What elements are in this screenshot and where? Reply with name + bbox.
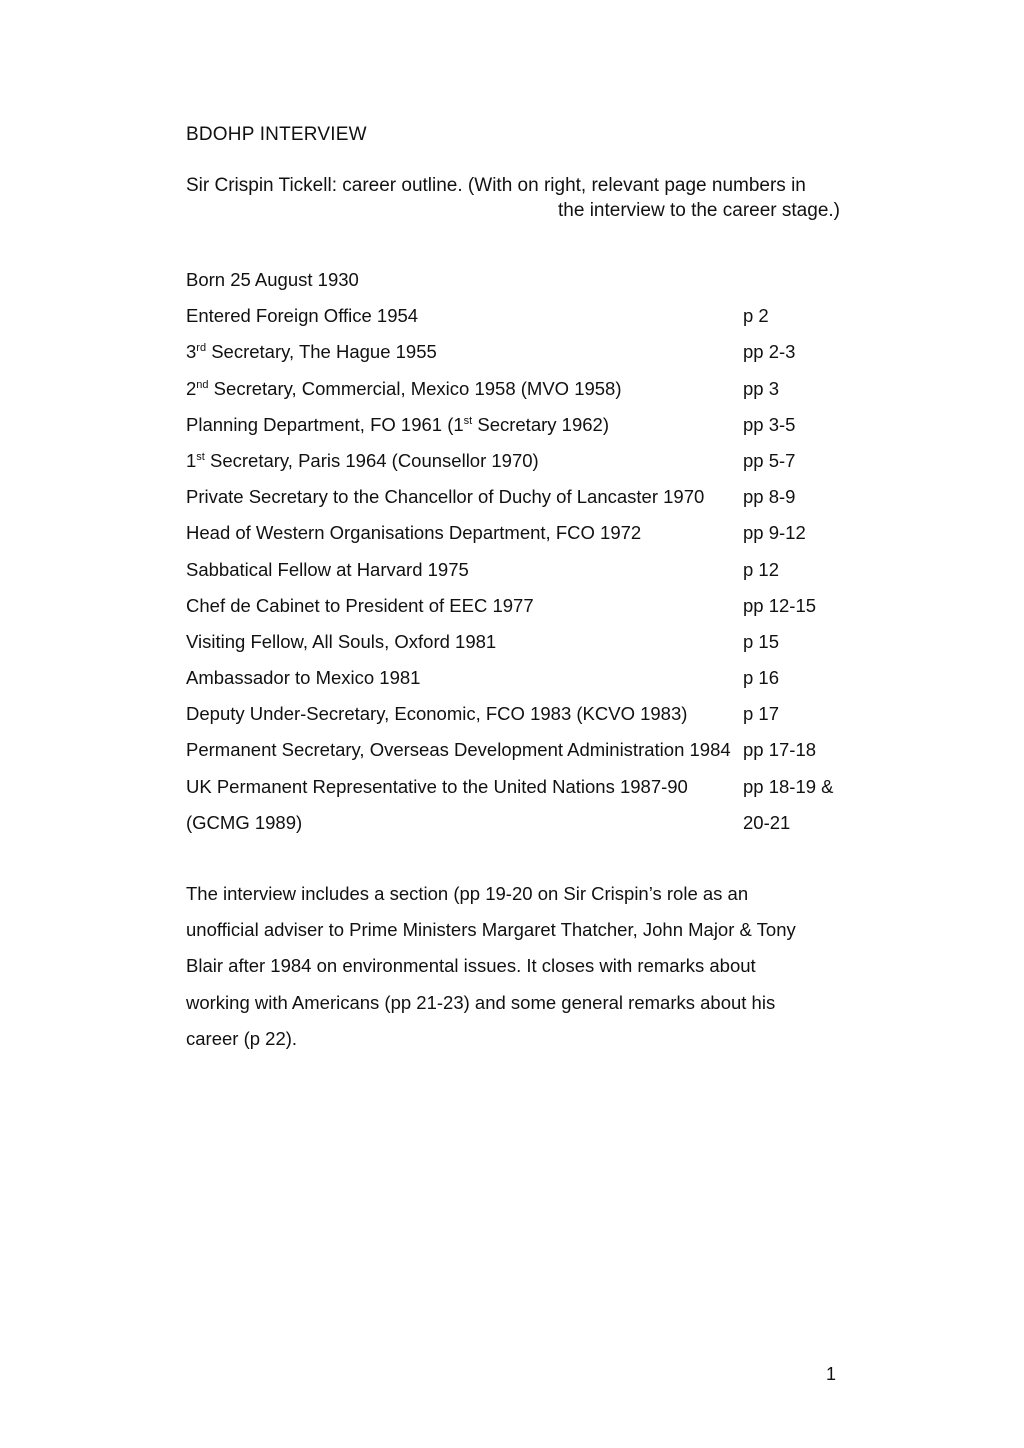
career-pages: pp 18-19 & [743, 775, 834, 797]
career-row [186, 660, 846, 696]
career-row [186, 624, 846, 660]
career-stage: Visiting Fellow, All Souls, Oxford 1981 [186, 630, 497, 652]
summary-line: working with Americans (pp 21-23) and some general remarks about his [186, 991, 776, 1013]
career-pages: pp 9-12 [743, 522, 806, 544]
career-pages: pp 8-9 [743, 486, 796, 508]
career-pages: p 16 [743, 667, 780, 689]
summary-line: career (p 22). [186, 1027, 298, 1049]
subtitle-line-1: Sir Crispin Tickell: career outline. (With on right, relevant page numbers in [186, 175, 806, 196]
career-row [186, 552, 846, 588]
career-pages: pp 17-18 [743, 739, 817, 761]
career-pages: p 2 [743, 305, 769, 327]
career-stage: Head of Western Organisations Department, FCO 1972 [186, 522, 642, 544]
career-stage: Planning Department, FO 1961 (1st Secretary 1962) [186, 413, 609, 435]
document-heading: BDOHP INTERVIEW [186, 124, 367, 145]
summary-line: Blair after 1984 on environmental issues. It closes with remarks about [186, 955, 756, 977]
career-row [186, 407, 846, 443]
career-pages: pp 3-5 [743, 413, 796, 435]
interview-summary [186, 876, 846, 1057]
career-row [186, 696, 846, 732]
career-row [186, 588, 846, 624]
career-stage: Chef de Cabinet to President of EEC 1977 [186, 594, 534, 616]
career-pages: pp 5-7 [743, 449, 796, 471]
page-number: 1 [826, 1364, 837, 1384]
career-stage: Private Secretary to the Chancellor of Duchy of Lancaster 1970 [186, 486, 705, 508]
document-subtitle [186, 173, 840, 223]
career-stage: Sabbatical Fellow at Harvard 1975 [186, 558, 469, 580]
career-row [186, 515, 846, 551]
career-row [186, 769, 846, 805]
career-stage: Born 25 August 1930 [186, 269, 359, 290]
career-stage: Deputy Under-Secretary, Economic, FCO 1983 (KCVO 1983) [186, 703, 688, 725]
career-stage: Permanent Secretary, Overseas Development Administration 1984 [186, 739, 731, 761]
career-pages: 20-21 [743, 811, 791, 833]
career-stage: 1st Secretary, Paris 1964 (Counsellor 1970) [186, 449, 539, 471]
summary-line: The interview includes a section (pp 19-20 on Sir Crispin’s role as an [186, 883, 749, 904]
summary-line: unofficial adviser to Prime Ministers Margaret Thatcher, John Major & Tony [186, 919, 796, 941]
career-pages: pp 12-15 [743, 594, 817, 616]
career-stage: Entered Foreign Office 1954 [186, 305, 419, 327]
career-pages: p 12 [743, 558, 780, 580]
career-outline-list [186, 262, 846, 841]
career-pages: p 17 [743, 703, 780, 725]
subtitle-line-2: the interview to the career stage.) [558, 200, 840, 221]
career-row [186, 371, 846, 407]
career-row [186, 443, 846, 479]
career-stage: 3rd Secretary, The Hague 1955 [186, 341, 437, 363]
career-row [186, 298, 846, 334]
career-row [186, 732, 846, 768]
career-pages: pp 2-3 [743, 341, 796, 363]
career-row [186, 479, 846, 515]
career-stage: Ambassador to Mexico 1981 [186, 667, 421, 689]
career-pages: pp 3 [743, 377, 780, 399]
career-stage: 2nd Secretary, Commercial, Mexico 1958 (MVO 1958) [186, 377, 622, 399]
career-stage: UK Permanent Representative to the United Nations 1987-90 [186, 775, 688, 797]
career-stage: (GCMG 1989) [186, 811, 303, 833]
career-row [186, 805, 846, 841]
career-row [186, 334, 846, 370]
career-pages: p 15 [743, 630, 780, 652]
career-row [186, 262, 846, 298]
